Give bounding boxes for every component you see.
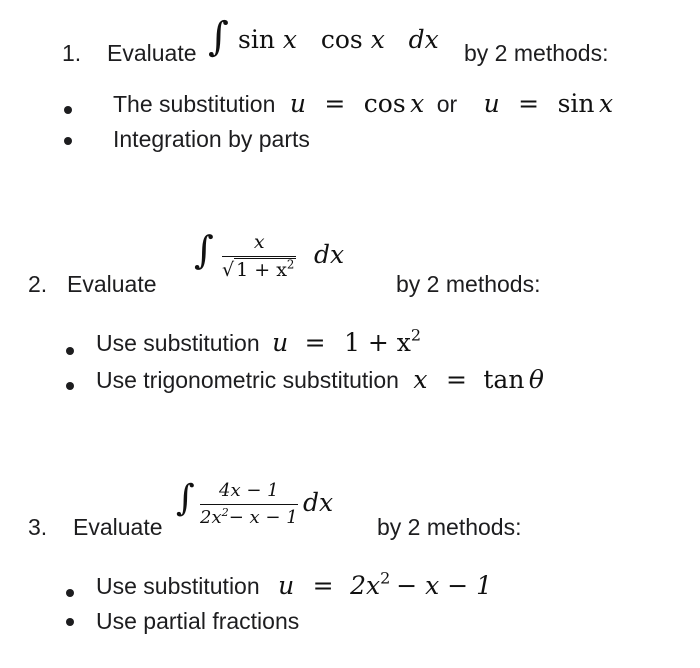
var-u: u [278, 571, 295, 600]
evaluate-label: Evaluate [67, 271, 157, 297]
equals-sign: = [518, 89, 540, 118]
method-item [113, 89, 613, 118]
sin-fn: sin [238, 25, 275, 54]
numerator: 4x − 1 [219, 480, 279, 501]
expression: − x − 1 [396, 571, 493, 600]
method-label: Use partial fractions [96, 608, 300, 634]
method-label: Use trigonometric substitution [96, 367, 399, 393]
equals-sign: = [324, 89, 346, 118]
differential: dx [314, 240, 345, 269]
methods-suffix: by 2 methods: [377, 514, 522, 540]
evaluate-label: Evaluate [107, 40, 197, 66]
method-label: Use substitution [96, 573, 260, 599]
den-term: − x − 1 [228, 507, 298, 528]
numerator: x [253, 231, 265, 253]
var-theta: θ [528, 365, 544, 394]
integral-sign: ∫ [208, 14, 229, 60]
exponent: 2 [221, 505, 229, 519]
sqrt-icon: √ [222, 259, 235, 281]
var-u: u [483, 89, 500, 118]
cos-fn: cos [320, 25, 363, 54]
fraction [222, 231, 296, 281]
var-u: u [289, 89, 306, 118]
problem-number: 1. [62, 40, 82, 66]
bullet-dot [66, 347, 74, 355]
bullet-dot [66, 618, 74, 626]
var-x: x [413, 365, 428, 394]
integral-sign: ∫ [194, 228, 214, 272]
exponent: 2 [380, 568, 391, 588]
var-x: x [598, 89, 614, 118]
method-item [96, 365, 544, 394]
integral-sign: ∫ [176, 478, 195, 519]
equals-sign: = [445, 365, 467, 394]
or-connector: or [436, 91, 458, 117]
tan-fn: tan [483, 365, 525, 394]
cos-fn: cos [363, 89, 406, 118]
var-x: x [410, 89, 425, 118]
sin-fn: sin [557, 89, 595, 118]
expression: 1 + x [344, 328, 411, 357]
exponent: 2 [410, 325, 422, 345]
methods-suffix: by 2 methods: [396, 271, 541, 297]
differential: dx [408, 25, 439, 54]
equals-sign: = [304, 328, 326, 357]
bullet-dot [64, 137, 72, 145]
var-x: x [370, 25, 385, 54]
var-x: x [282, 25, 297, 54]
evaluate-label: Evaluate [73, 514, 163, 540]
method-label: Use substitution [96, 330, 260, 356]
differential: dx [303, 488, 334, 517]
exponent: 2 [286, 257, 295, 272]
method-label: The substitution [113, 91, 276, 117]
method-item [96, 568, 493, 600]
denominator [222, 257, 296, 281]
denominator [200, 505, 298, 528]
expression: 2x [350, 571, 381, 600]
method-label: Integration by parts [113, 126, 310, 152]
bullet-dot [66, 382, 74, 390]
problem-number: 2. [28, 271, 48, 297]
problem-number: 3. [28, 514, 48, 540]
equals-sign: = [312, 571, 334, 600]
bullet-dot [64, 106, 72, 114]
method-item [96, 325, 422, 357]
integrand-expression [238, 25, 439, 54]
methods-suffix: by 2 methods: [464, 40, 609, 66]
den-term: 2x [200, 507, 222, 528]
var-u: u [272, 328, 289, 357]
bullet-dot [66, 589, 74, 597]
fraction [200, 480, 298, 528]
radicand-text: 1 + x [236, 259, 287, 281]
